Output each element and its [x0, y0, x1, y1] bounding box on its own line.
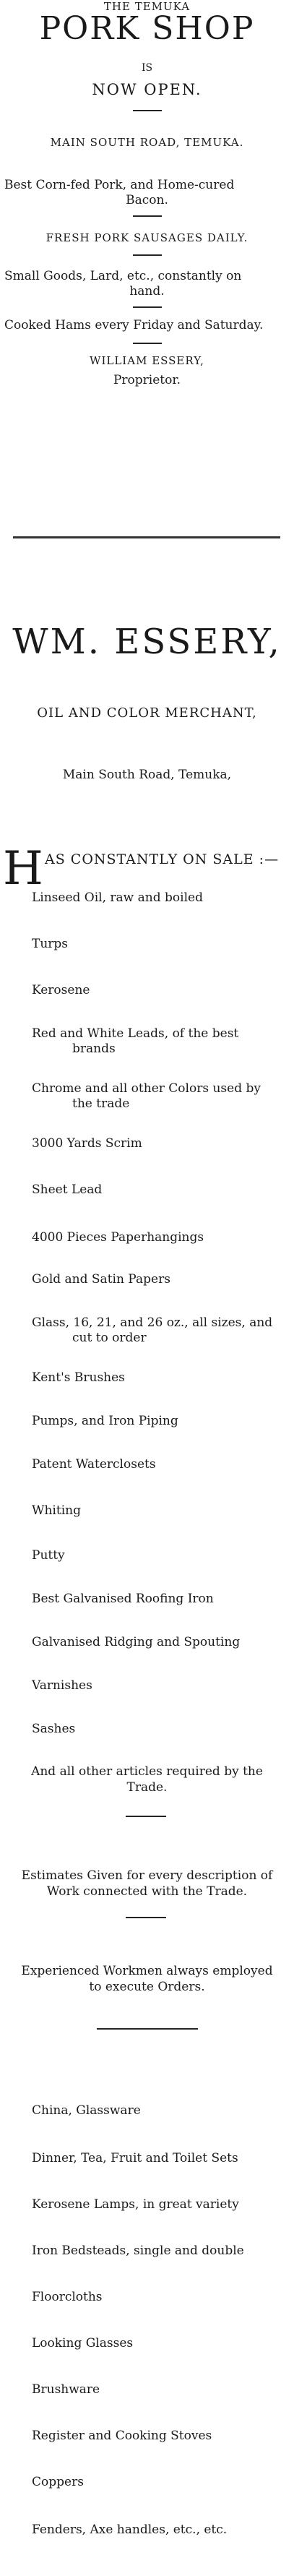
pork-line-b: Bacon.: [126, 193, 168, 207]
goods-item: Looking Glasses: [32, 2336, 134, 2350]
list-item: Whiting: [32, 1503, 81, 1518]
goods-item: Fenders, Axe handles, etc., etc.: [32, 2523, 228, 2537]
divider: [133, 306, 162, 308]
divider: [133, 254, 162, 256]
list-item: Varnishes: [32, 1678, 92, 1693]
goods-item: Coppers: [32, 2475, 84, 2489]
goods-item: China, Glassware: [32, 2103, 141, 2118]
list-item: Pumps, and Iron Piping: [32, 1414, 178, 1428]
divider: [126, 1816, 166, 1817]
list-item: Sheet Lead: [32, 1182, 103, 1197]
goods-item: Dinner, Tea, Fruit and Toilet Sets: [32, 2151, 238, 2165]
divider: [133, 215, 162, 217]
owner-role: Proprietor.: [113, 373, 181, 387]
list-item: Glass, 16, 21, and 26 oz., all sizes, and cut to order: [32, 1315, 273, 1345]
list-item: Sashes: [32, 1722, 76, 1736]
constantly-on-sale: AS CONSTANTLY ON SALE :—: [45, 851, 280, 867]
smallgoods-line-b: hand.: [129, 284, 165, 299]
owner-name: WILLIAM ESSERY,: [90, 354, 204, 367]
ad-is: IS: [141, 62, 153, 74]
list-item: Best Galvanised Roofing Iron: [32, 1592, 214, 1606]
divider: [133, 343, 162, 344]
shop-address: MAIN SOUTH ROAD, TEMUKA.: [50, 136, 244, 149]
divider: [97, 2028, 198, 2030]
list-item: Kent's Brushes: [32, 1370, 125, 1385]
goods-item: Iron Bedsteads, single and double: [32, 2244, 244, 2258]
section-rule: [13, 536, 280, 538]
goods-item: Kerosene Lamps, in great variety: [32, 2197, 239, 2212]
list-item: Kerosene: [32, 983, 90, 997]
goods-item: Floorcloths: [32, 2290, 103, 2304]
merchant-trade: OIL AND COLOR MERCHANT,: [37, 705, 257, 721]
hams-line-text: Cooked Hams every Friday and Saturday.: [4, 318, 264, 332]
pork-line-a: Best Corn-fed Pork, and Home-cured: [4, 178, 235, 192]
pork-line: [0, 178, 294, 208]
list-item: 3000 Yards Scrim: [32, 1136, 142, 1151]
list-item: Gold and Satin Papers: [32, 1272, 170, 1287]
estimates-line: Estimates Given for every description of Work connected with the Trade.: [21, 1868, 273, 1899]
workmen-line: Experienced Workmen always employed to execute Orders.: [21, 1964, 273, 1994]
list-item: Galvanised Ridging and Spouting: [32, 1635, 241, 1649]
list-item: Linseed Oil, raw and boiled: [32, 890, 203, 905]
divider: [133, 110, 162, 111]
list-item: Red and White Leads, of the best brands: [32, 1026, 239, 1056]
list-item: Patent Waterclosets: [32, 1457, 156, 1472]
ad-title: PORK SHOP: [39, 10, 255, 47]
list-item: Chrome and all other Colors used by the trade: [32, 1081, 261, 1111]
merchant-name: WM. ESSERY,: [12, 622, 282, 662]
sausages-line: FRESH PORK SAUSAGES DAILY.: [46, 231, 248, 244]
list-item: Turps: [32, 937, 69, 951]
divider: [126, 1917, 166, 1918]
now-open: NOW OPEN.: [92, 81, 202, 98]
list-item: 4000 Pieces Paperhangings: [32, 1230, 204, 1245]
hams-line: [0, 318, 294, 333]
list-item: Putty: [32, 1548, 65, 1563]
merchant-address: Main South Road, Temuka,: [62, 768, 232, 782]
header-small: THE TEMUKA: [103, 0, 191, 13]
goods-item: Brushware: [32, 2382, 100, 2397]
drop-cap: H: [3, 842, 43, 896]
closing-line: And all other articles required by the Trade.: [31, 1764, 263, 1795]
goods-item: Register and Cooking Stoves: [32, 2429, 212, 2443]
smallgoods-line-a: Small Goods, Lard, etc., constantly on: [4, 269, 242, 283]
smallgoods-line: [0, 269, 294, 299]
